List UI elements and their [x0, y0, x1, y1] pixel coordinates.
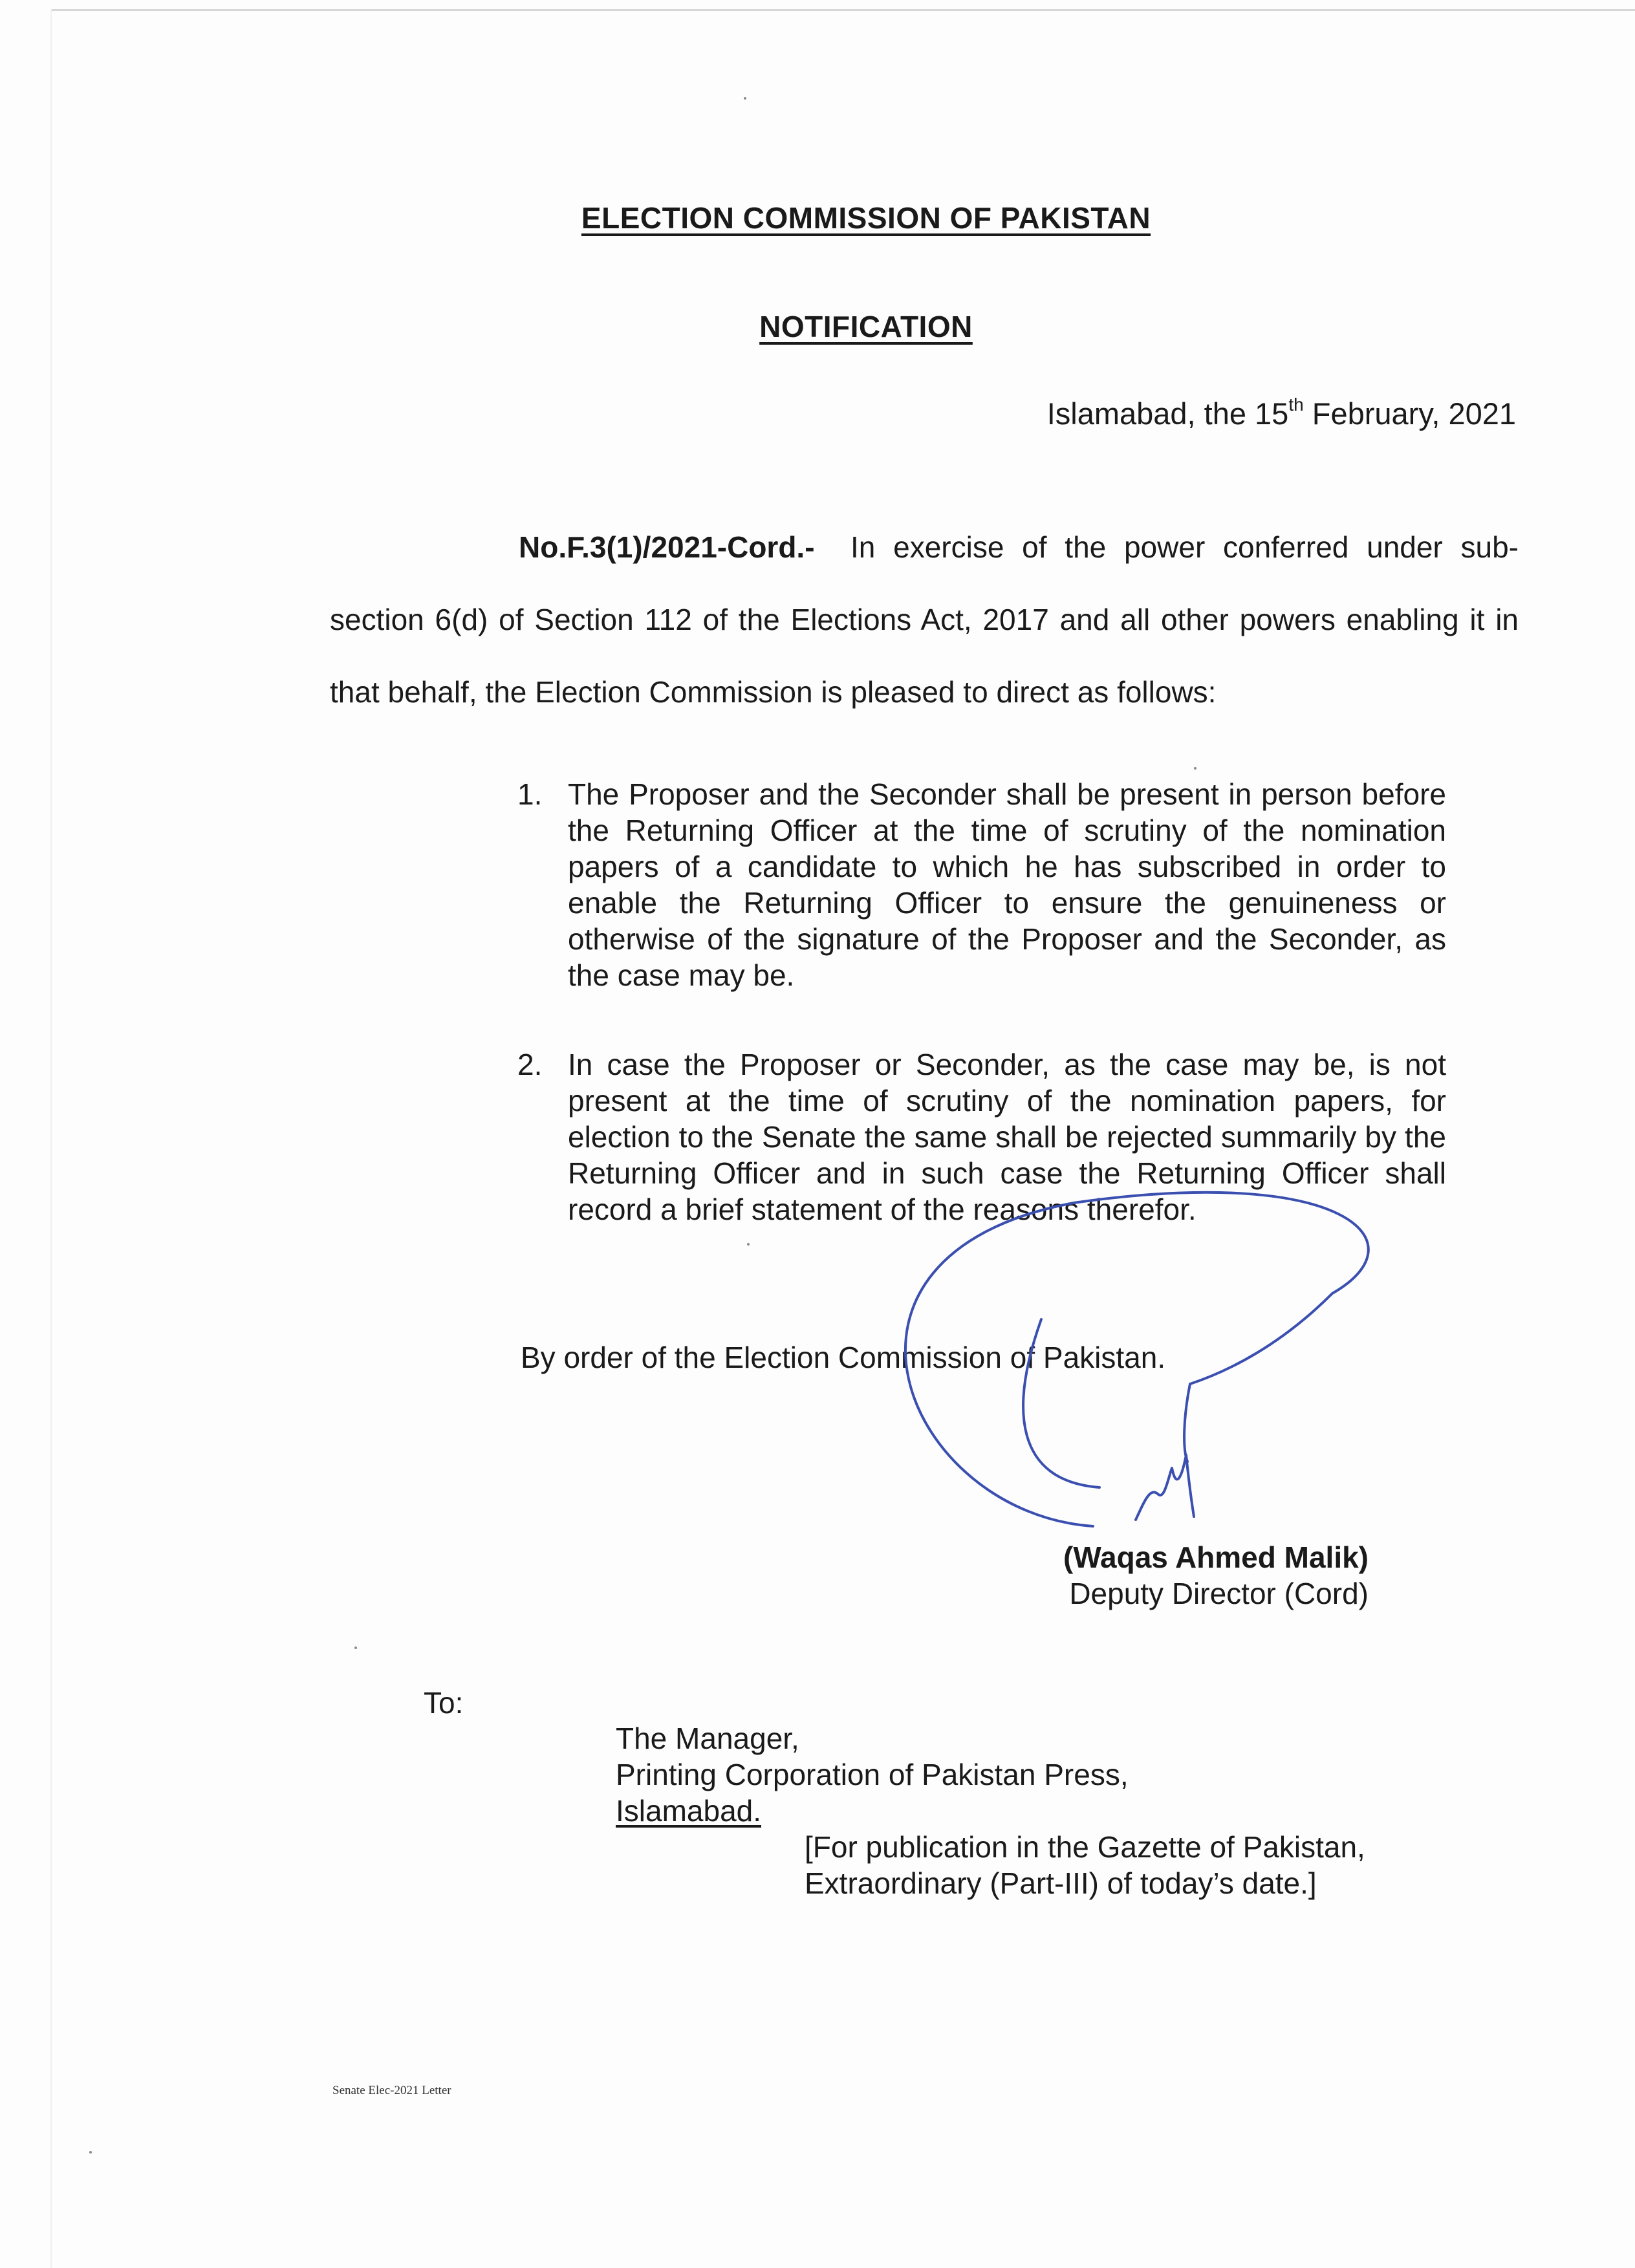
intro-body — [330, 511, 1519, 728]
dateline-suffix: February, 2021 — [1303, 396, 1516, 431]
publication-note-line: [For publication in the Gazette of Pakistan, — [805, 1830, 1365, 1864]
signatory-title: Deputy Director (Cord) — [1069, 1577, 1369, 1610]
list-item — [517, 1046, 1446, 1227]
publication-note — [805, 1829, 1365, 1901]
list-item-number: 1. — [517, 777, 543, 811]
notification-reference: No.F.3(1)/2021-Cord.- — [519, 530, 815, 564]
scan-speck — [744, 97, 746, 100]
publication-note-line: Extraordinary (Part-III) of today’s date.] — [805, 1866, 1317, 1900]
scan-speck — [89, 2151, 92, 2154]
by-order-line: By order of the Election Commission of Pakistan. — [521, 1341, 1166, 1374]
recipient-line: The Manager, — [616, 1722, 799, 1755]
list-item-number: 2. — [517, 1048, 543, 1081]
list-item — [517, 776, 1446, 993]
scan-speck — [1194, 767, 1196, 770]
scan-left-edge — [50, 9, 52, 2268]
scan-speck — [747, 1243, 750, 1246]
recipient-city: Islamabad. — [616, 1794, 762, 1828]
directions-list — [517, 776, 1446, 1227]
recipient-line: Printing Corporation of Pakistan Press, — [616, 1758, 1129, 1791]
signatory-name: (Waqas Ahmed Malik) — [1063, 1540, 1369, 1574]
signatory-block — [1063, 1539, 1369, 1612]
list-item-text: The Proposer and the Seconder shall be present in person before the Returning Officer at the time of scrutiny of the nomination papers of a candidate to which he has subscribed in order to enable the Returning Officer to ensure the genuineness or otherwise of the signature of the Proposer and the Seconder, as the case may be. — [568, 777, 1446, 992]
organization-heading: ELECTION COMMISSION OF PAKISTAN — [581, 201, 1151, 235]
footer-reference: Senate Elec-2021 Letter — [332, 2084, 451, 2097]
scan-top-edge — [52, 9, 1635, 11]
dateline — [1047, 396, 1516, 431]
intro-text: In exercise of the power conferred under sub-section 6(d) of Section 112 of the Elections Act, 2017 and all other powers enabling it in that behalf, the Election Commission is pleased to direct as follows: — [330, 530, 1519, 709]
dateline-ordinal: th — [1288, 394, 1304, 415]
to-label: To: — [424, 1686, 464, 1720]
notification-heading: NOTIFICATION — [759, 310, 973, 343]
recipient-address — [616, 1720, 1129, 1829]
scan-speck — [354, 1647, 357, 1649]
dateline-prefix: Islamabad, the 15 — [1046, 396, 1289, 431]
list-item-text: In case the Proposer or Seconder, as the case may be, is not present at the time of scrutiny of the nomination papers, for election to the Senate the same shall be rejected summarily by the Returning Officer and in such case the Returning Officer shall record a brief statement of the reasons therefor. — [568, 1048, 1446, 1226]
intro-paragraph — [330, 511, 1519, 728]
